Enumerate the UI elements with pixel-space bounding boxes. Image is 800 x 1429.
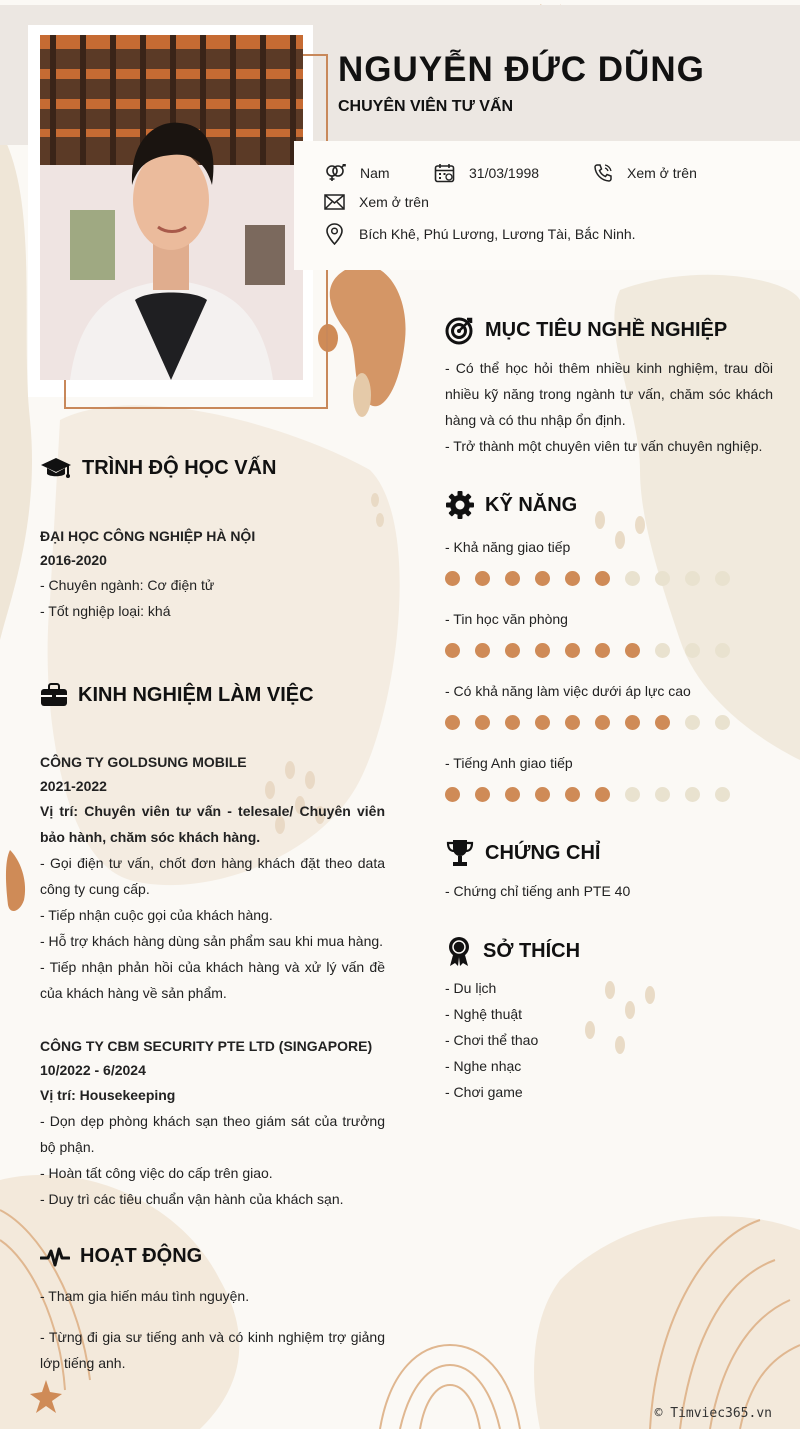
- job-duty: - Gọi điện tư vấn, chốt đơn hàng khách đặt theo data công ty cung cấp.: [40, 855, 385, 897]
- job-role: Vị trí: Chuyên viên tư vấn - telesale/ Chuyên viên bảo hành, chăm sóc khách hàng.: [40, 803, 385, 845]
- medal-icon: [445, 935, 473, 967]
- skill-dot-filled: [475, 787, 490, 802]
- job-company: CÔNG TY GOLDSUNG MOBILE: [40, 754, 247, 770]
- activity-item: - Từng đi gia sư tiếng anh và có kinh nghiệm trợ giảng lớp tiếng anh.: [40, 1329, 385, 1371]
- education-heading: [40, 456, 276, 480]
- skills-title: KỸ NĂNG: [485, 493, 578, 516]
- skill-dot-filled: [655, 715, 670, 730]
- phone-value: Xem ở trên: [627, 165, 697, 181]
- contact-address: [324, 223, 636, 245]
- job-duty: - Duy trì các tiêu chuẩn vận hành của khách sạn.: [40, 1191, 344, 1207]
- hobby-item: - Du lịch: [445, 980, 497, 996]
- skill-name: - Khả năng giao tiếp: [445, 539, 571, 555]
- skill-dot-filled: [535, 571, 550, 586]
- skill-dot-empty: [685, 643, 700, 658]
- skill-dot-filled: [595, 571, 610, 586]
- skill-dot-filled: [505, 715, 520, 730]
- job-duty: - Hoàn tất công việc do cấp trên giao.: [40, 1165, 273, 1181]
- skill-dot-empty: [655, 571, 670, 586]
- skill-dot-filled: [505, 571, 520, 586]
- skill-dot-filled: [445, 787, 460, 802]
- objective-title: MỤC TIÊU NGHỀ NGHIỆP: [485, 318, 728, 341]
- heartbeat-icon: [40, 1246, 70, 1268]
- gear-icon: [445, 490, 475, 520]
- skill-dot-filled: [565, 643, 580, 658]
- skill-dot-empty: [715, 787, 730, 802]
- job-period: 10/2022 - 6/2024: [40, 1062, 146, 1078]
- skill-dot-empty: [685, 787, 700, 802]
- hobby-item: - Nghe nhạc: [445, 1058, 522, 1074]
- skill-dot-filled: [595, 715, 610, 730]
- objective-line: - Có thể học hỏi thêm nhiều kinh nghiệm, trau dồi nhiều kỹ năng trong ngành tư vấn, chăm sóc khách hàng và có thu nhập ổn định.: [445, 360, 773, 428]
- activities-title: HOẠT ĐỘNG: [80, 1245, 203, 1267]
- job-duty: - Tiếp nhận cuộc gọi của khách hàng.: [40, 907, 273, 923]
- objective-heading: [445, 315, 727, 345]
- target-icon: [445, 315, 475, 345]
- education-line: - Chuyên ngành: Cơ điện tử: [40, 577, 215, 593]
- address-value: Bích Khê, Phú Lương, Lương Tài, Bắc Ninh.: [359, 226, 636, 242]
- activity-item: - Tham gia hiến máu tình nguyện.: [40, 1288, 250, 1304]
- certificate-item: - Chứng chỉ tiếng anh PTE 40: [445, 883, 631, 899]
- skill-dot-empty: [655, 643, 670, 658]
- skills-heading: [445, 490, 577, 520]
- skill-dot-empty: [715, 571, 730, 586]
- contact-email: [324, 194, 429, 210]
- contact-phone: [593, 163, 697, 183]
- skill-dot-filled: [475, 643, 490, 658]
- hobby-item: - Chơi game: [445, 1084, 523, 1100]
- trophy-icon: [445, 838, 475, 868]
- skill-dot-filled: [595, 787, 610, 802]
- job-duty: - Hỗ trợ khách hàng dùng sản phẩm sau khi mua hàng.: [40, 933, 384, 949]
- job-duty: - Dọn dẹp phòng khách sạn theo giám sát của trưởng bộ phận.: [40, 1113, 385, 1155]
- skill-rating: [445, 787, 730, 802]
- education-title: TRÌNH ĐỘ HỌC VẤN: [82, 456, 277, 479]
- skill-dot-empty: [685, 715, 700, 730]
- skill-dot-filled: [445, 643, 460, 658]
- birthday-value: 31/03/1998: [469, 165, 540, 181]
- certificates-title: CHỨNG CHỈ: [485, 841, 601, 864]
- job-period: 2021-2022: [40, 778, 107, 794]
- skill-name: - Tin học văn phòng: [445, 611, 568, 627]
- avatar-illustration: [40, 35, 303, 380]
- skill-dot-filled: [445, 571, 460, 586]
- envelope-icon: [324, 194, 345, 210]
- gender-value: Nam: [360, 165, 390, 181]
- briefcase-icon: [40, 683, 68, 707]
- email-value: Xem ở trên: [359, 194, 429, 210]
- skill-dot-filled: [565, 787, 580, 802]
- skill-dot-empty: [715, 715, 730, 730]
- skill-dot-filled: [535, 715, 550, 730]
- objective-line: - Trở thành một chuyên viên tư vấn chuyên nghiệp.: [445, 438, 763, 454]
- certificates-heading: [445, 838, 600, 868]
- skill-dot-filled: [595, 643, 610, 658]
- skill-dot-filled: [445, 715, 460, 730]
- skill-dot-filled: [475, 715, 490, 730]
- skill-rating: [445, 643, 730, 658]
- skill-rating: [445, 571, 730, 586]
- contact-birthday: [434, 163, 539, 183]
- skill-dot-filled: [625, 643, 640, 658]
- skill-rating: [445, 715, 730, 730]
- job-duty: - Tiếp nhận phản hồi của khách hàng và xử lý vấn đề của khách hàng về sản phẩm.: [40, 959, 385, 1001]
- activities-heading: [40, 1245, 202, 1268]
- experience-title: KINH NGHIỆM LÀM VIỆC: [78, 683, 314, 706]
- experience-heading: [40, 683, 314, 707]
- education-line: - Tốt nghiệp loại: khá: [40, 603, 171, 619]
- skill-dot-filled: [535, 787, 550, 802]
- skill-dot-empty: [715, 643, 730, 658]
- education-period: 2016-2020: [40, 552, 107, 568]
- hobbies-heading: [445, 935, 580, 967]
- footer-credit: © Timviec365.vn: [654, 1406, 772, 1421]
- skill-dot-empty: [625, 787, 640, 802]
- graduation-cap-icon: [40, 456, 72, 480]
- job-company: CÔNG TY CBM SECURITY PTE LTD (SINGAPORE): [40, 1038, 373, 1054]
- skill-name: - Có khả năng làm việc dưới áp lực cao: [445, 683, 691, 699]
- hobby-item: - Nghệ thuật: [445, 1006, 523, 1022]
- skill-dot-empty: [655, 787, 670, 802]
- calendar-icon: [434, 163, 455, 183]
- skill-dot-filled: [625, 715, 640, 730]
- candidate-position: CHUYÊN VIÊN TƯ VẤN: [338, 98, 514, 115]
- education-school: ĐẠI HỌC CÔNG NGHIỆP HÀ NỘI: [40, 528, 256, 544]
- skill-dot-filled: [565, 571, 580, 586]
- candidate-name: NGUYỄN ĐỨC DŨNG: [338, 50, 705, 89]
- skill-dot-filled: [535, 643, 550, 658]
- job-role: Vị trí: Housekeeping: [40, 1087, 176, 1103]
- skill-dot-filled: [505, 643, 520, 658]
- phone-icon: [593, 163, 613, 183]
- skill-dot-empty: [685, 571, 700, 586]
- hobby-item: - Chơi thể thao: [445, 1032, 539, 1048]
- avatar: [40, 35, 303, 380]
- hobbies-title: SỞ THÍCH: [483, 939, 581, 962]
- skill-dot-filled: [475, 571, 490, 586]
- contact-gender: [324, 164, 390, 182]
- gender-icon: [324, 164, 346, 182]
- skill-name: - Tiếng Anh giao tiếp: [445, 755, 573, 771]
- skill-dot-filled: [565, 715, 580, 730]
- skill-dot-filled: [505, 787, 520, 802]
- skill-dot-empty: [625, 571, 640, 586]
- location-pin-icon: [324, 223, 345, 245]
